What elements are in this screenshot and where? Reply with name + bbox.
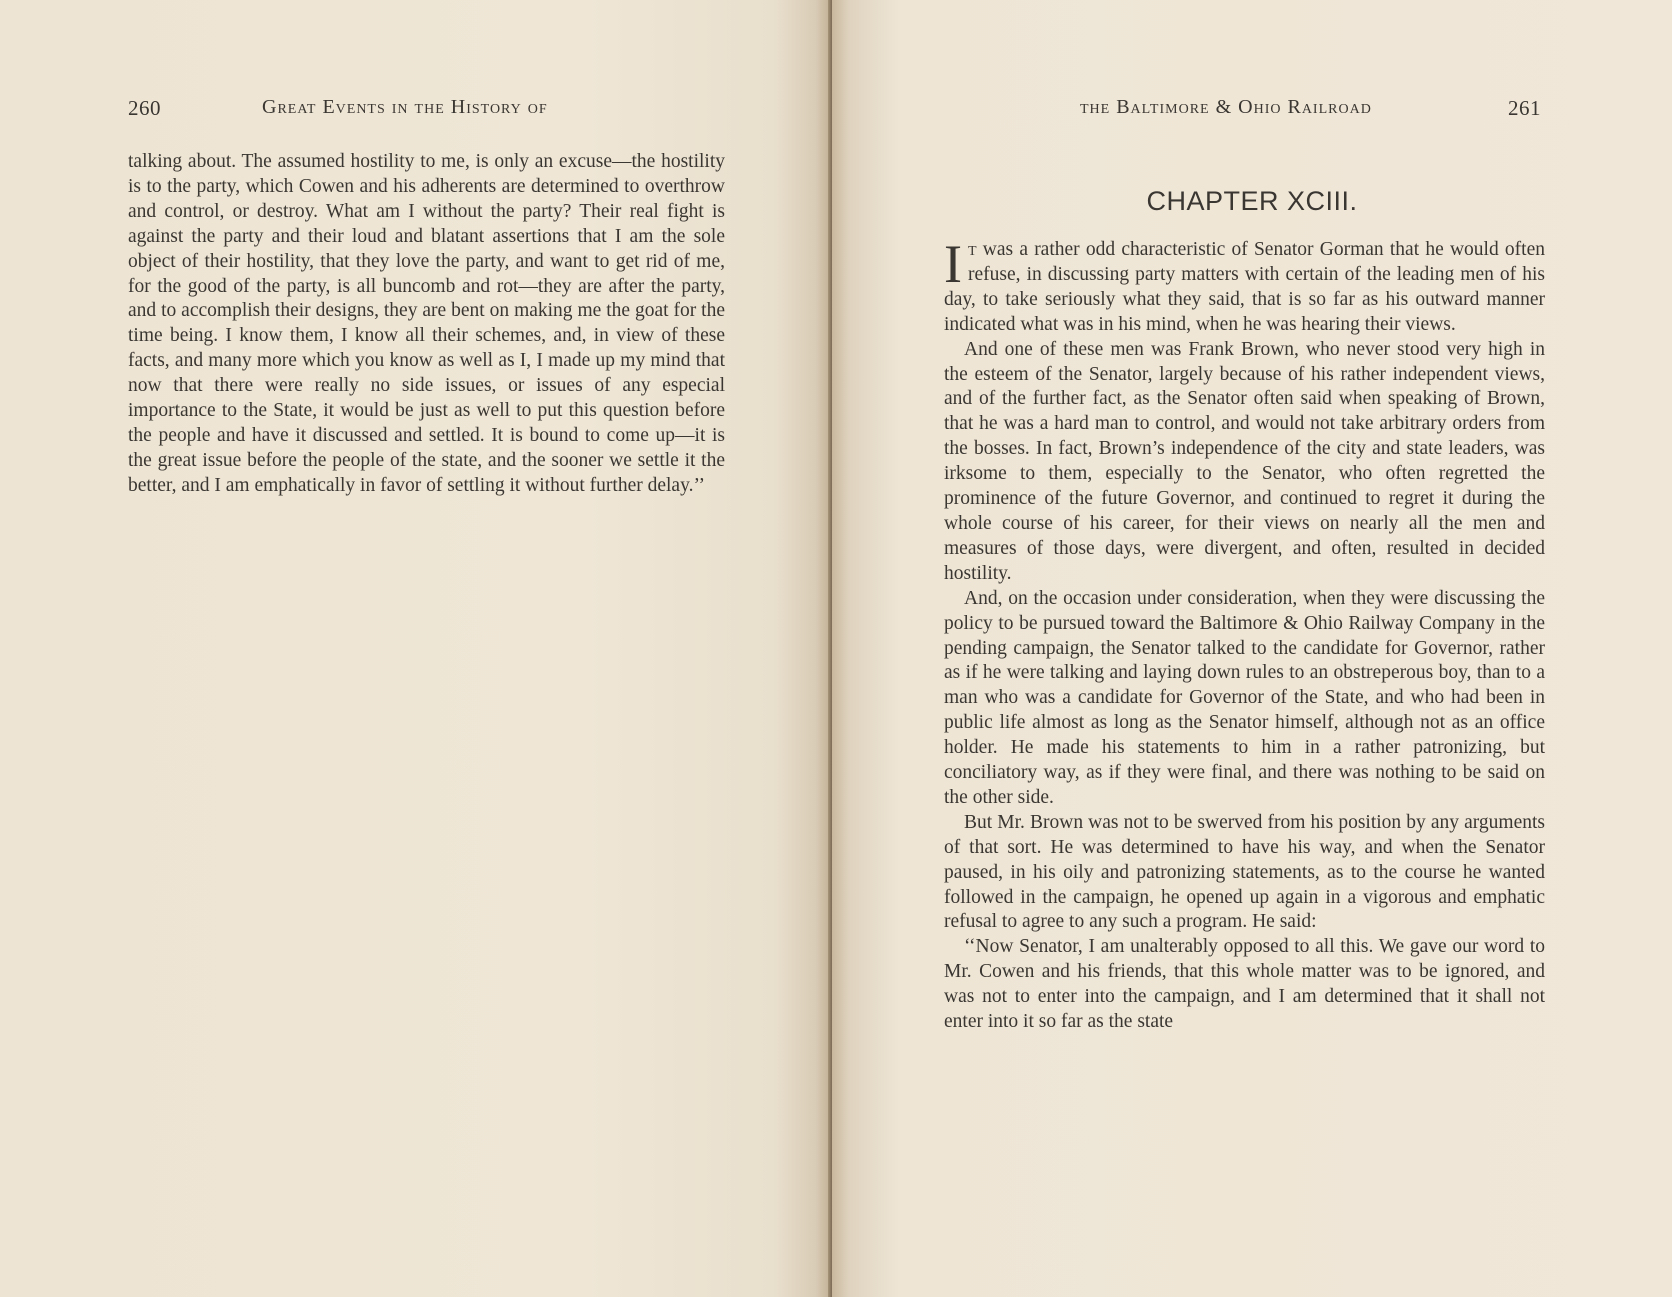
left-paragraph-1: talking about. The assumed hostility to me, is only an excuse—the hostility is to the party, which Cowen and his adherents are determined to overthrow and control, or destroy. What am I without the party? Their real fight is against the party and their loud and blatant assertions that I am the sole object of their hostility, that they love the party, and want to get rid of me, for the good of the party, is all buncomb and rot—they are after the party, and to accomplish their designs, they are bent on making me the goat for the time being. I know them, I know all their schemes, and, in view of these facts, and many more which you know as well as I, I made up my mind that now that there were really no side issues, or issues of any especial importance to the State, it would be just as well to put this question before the people and have it discussed and settled. It is bound to come up—it is the great issue before the people of the state, and the sooner we settle it the better, and I am emphatically in favor of settling it without further delay.’’ <box>128 151 725 496</box>
right-running-head: the Baltimore & Ohio Railroad <box>1080 96 1372 118</box>
drop-cap: I <box>944 234 962 294</box>
left-page <box>0 0 832 1297</box>
chapter-title: CHAPTER XCIII. <box>1146 186 1358 216</box>
right-paragraph-1-text: was a rather odd characteristic of Senator Gorman that he would often refuse, in discussing party matters with certain of the leading men of his day, to take seriously what they said, that is so far as his outward manner indicated what was in his mind, when he was hearing their views. <box>944 239 1545 335</box>
right-page <box>832 0 1672 1297</box>
left-page-number: 260 <box>128 96 161 120</box>
right-paragraph-3: And, on the occasion under consideration, when they were discussing the policy to be pursued toward the Baltimore & Ohio Railway Company in the pending campaign, the Senator talked to the candidate for Governor, rather as if he were talking and laying down rules to an obstreperous boy, than to a man who was a candidate for Governor of the State, and who had been in public life almost as long as the Senator himself, although not as an office holder. He made his statements to him in a rather patronizing, but conciliatory way, as if they were final, and there was nothing to be said on the other side. <box>944 587 1545 808</box>
left-running-head: Great Events in the History of <box>262 96 548 118</box>
right-paragraph-1 <box>944 234 1545 338</box>
right-paragraph-4: But Mr. Brown was not to be swerved from his position by any arguments of that sort. He was determined to have his way, and when the Senator paused, in his oily and patronizing statements, as to the course he wanted followed in the campaign, he opened up again in a vigorous and emphatic refusal to agree to any such a program. He said: <box>944 811 1545 933</box>
left-body-text <box>128 150 725 499</box>
first-word-rest: t <box>967 239 977 260</box>
right-page-number: 261 <box>1508 96 1541 120</box>
right-body-text <box>944 234 1545 1035</box>
right-paragraph-2: And one of these men was Frank Brown, who never stood very high in the esteem of the Senator, largely because of his rather independent views, and of the further fact, as the Senator often said when speaking of Brown, that he was a hard man to control, and would not take arbitrary orders from the bosses. In fact, Brown’s independence of the city and state leaders, was irksome to them, especially to the Senator, who often regretted the prominence of the future Governor, and continued to regret it during the whole course of his career, for their views on nearly all the men and measures of those days, were divergent, and often, resulted in decided hostility. <box>944 338 1545 584</box>
right-paragraph-5: ‘‘Now Senator, I am unalterably opposed to all this. We gave our word to Mr. Cowen and his friends, that this whole matter was to be ignored, and was not to enter into the campaign, and I am determined that it shall not enter into it so far as the state <box>944 936 1545 1033</box>
